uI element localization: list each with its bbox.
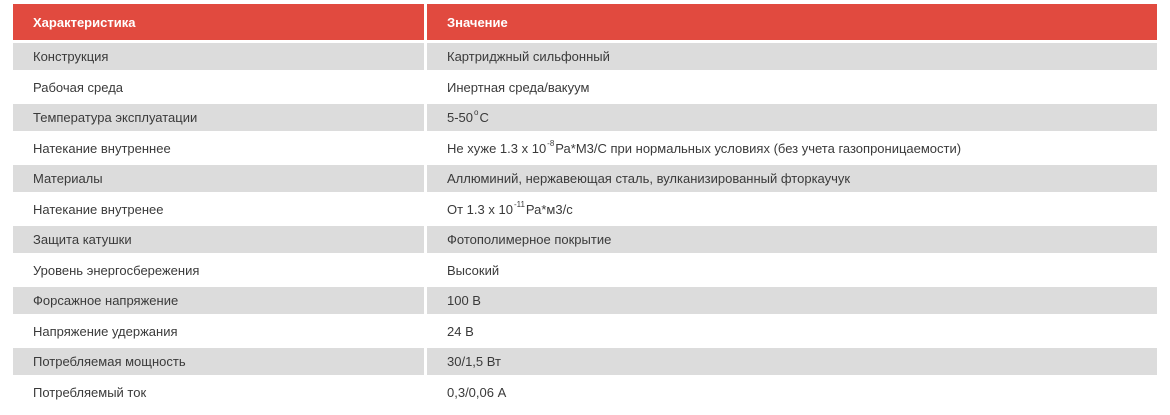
- table-header: [13, 4, 1157, 40]
- table-row: [13, 348, 1157, 375]
- row-name: Форсажное напряжение: [13, 287, 424, 314]
- row-name: Потребляемая мощность: [13, 348, 424, 375]
- row-name: Натекание внутренее: [33, 201, 164, 217]
- value-superscript: -11: [513, 199, 525, 209]
- row-name: Уровень энергосбережения: [33, 262, 200, 278]
- row-value: [427, 104, 1157, 131]
- header-characteristic: Характеристика: [13, 4, 424, 40]
- value-text: 5-50: [447, 110, 474, 125]
- row-value: 100 В: [427, 287, 1157, 314]
- row-value: 0,3/0,06 А: [447, 384, 507, 400]
- value-superscript: -8: [547, 138, 555, 148]
- row-value: Фотополимерное покрытие: [427, 226, 1157, 253]
- row-value: [427, 135, 1157, 162]
- row-name: Рабочая среда: [33, 79, 124, 95]
- table-row: [13, 165, 1157, 192]
- table-row: [13, 43, 1157, 70]
- row-value: Инертная среда/вакуум: [447, 79, 590, 95]
- row-value: 24 В: [447, 323, 474, 339]
- table-row: [13, 318, 1157, 345]
- spec-table: [13, 4, 1157, 409]
- row-name: Потребляемый ток: [33, 384, 147, 400]
- row-value: 30/1,5 Вт: [427, 348, 1157, 375]
- row-name: Конструкция: [13, 43, 424, 70]
- table-row: [13, 135, 1157, 162]
- table-row: [13, 379, 1157, 406]
- value-text: Не хуже 1.3 х 10: [447, 140, 547, 156]
- row-value: Картриджный сильфонный: [427, 43, 1157, 70]
- row-value: Высокий: [447, 262, 500, 278]
- table-row: [13, 257, 1157, 284]
- row-name: Натекание внутреннее: [33, 140, 171, 156]
- row-name: Материалы: [13, 165, 424, 192]
- table-row: [13, 226, 1157, 253]
- table-row: [13, 196, 1157, 223]
- row-name: Напряжение удержания: [33, 323, 178, 339]
- row-name: Защита катушки: [13, 226, 424, 253]
- value-text: От 1.3 х 10: [447, 201, 513, 217]
- table-row: [13, 287, 1157, 314]
- row-name: Температура эксплуатации: [13, 104, 424, 131]
- value-text: Ра*м3/с: [525, 201, 573, 217]
- value-text: С: [479, 110, 489, 125]
- table-row: [13, 74, 1157, 101]
- value-superscript: о: [474, 108, 479, 117]
- value-text: Ра*М3/С при нормальных условиях (без учета газопроницаемости): [555, 140, 962, 156]
- table-row: [13, 104, 1157, 131]
- row-value: [427, 196, 1157, 223]
- row-value: Аллюминий, нержавеющая сталь, вулканизированный фторкаучук: [427, 165, 1157, 192]
- header-value: Значение: [427, 4, 1157, 40]
